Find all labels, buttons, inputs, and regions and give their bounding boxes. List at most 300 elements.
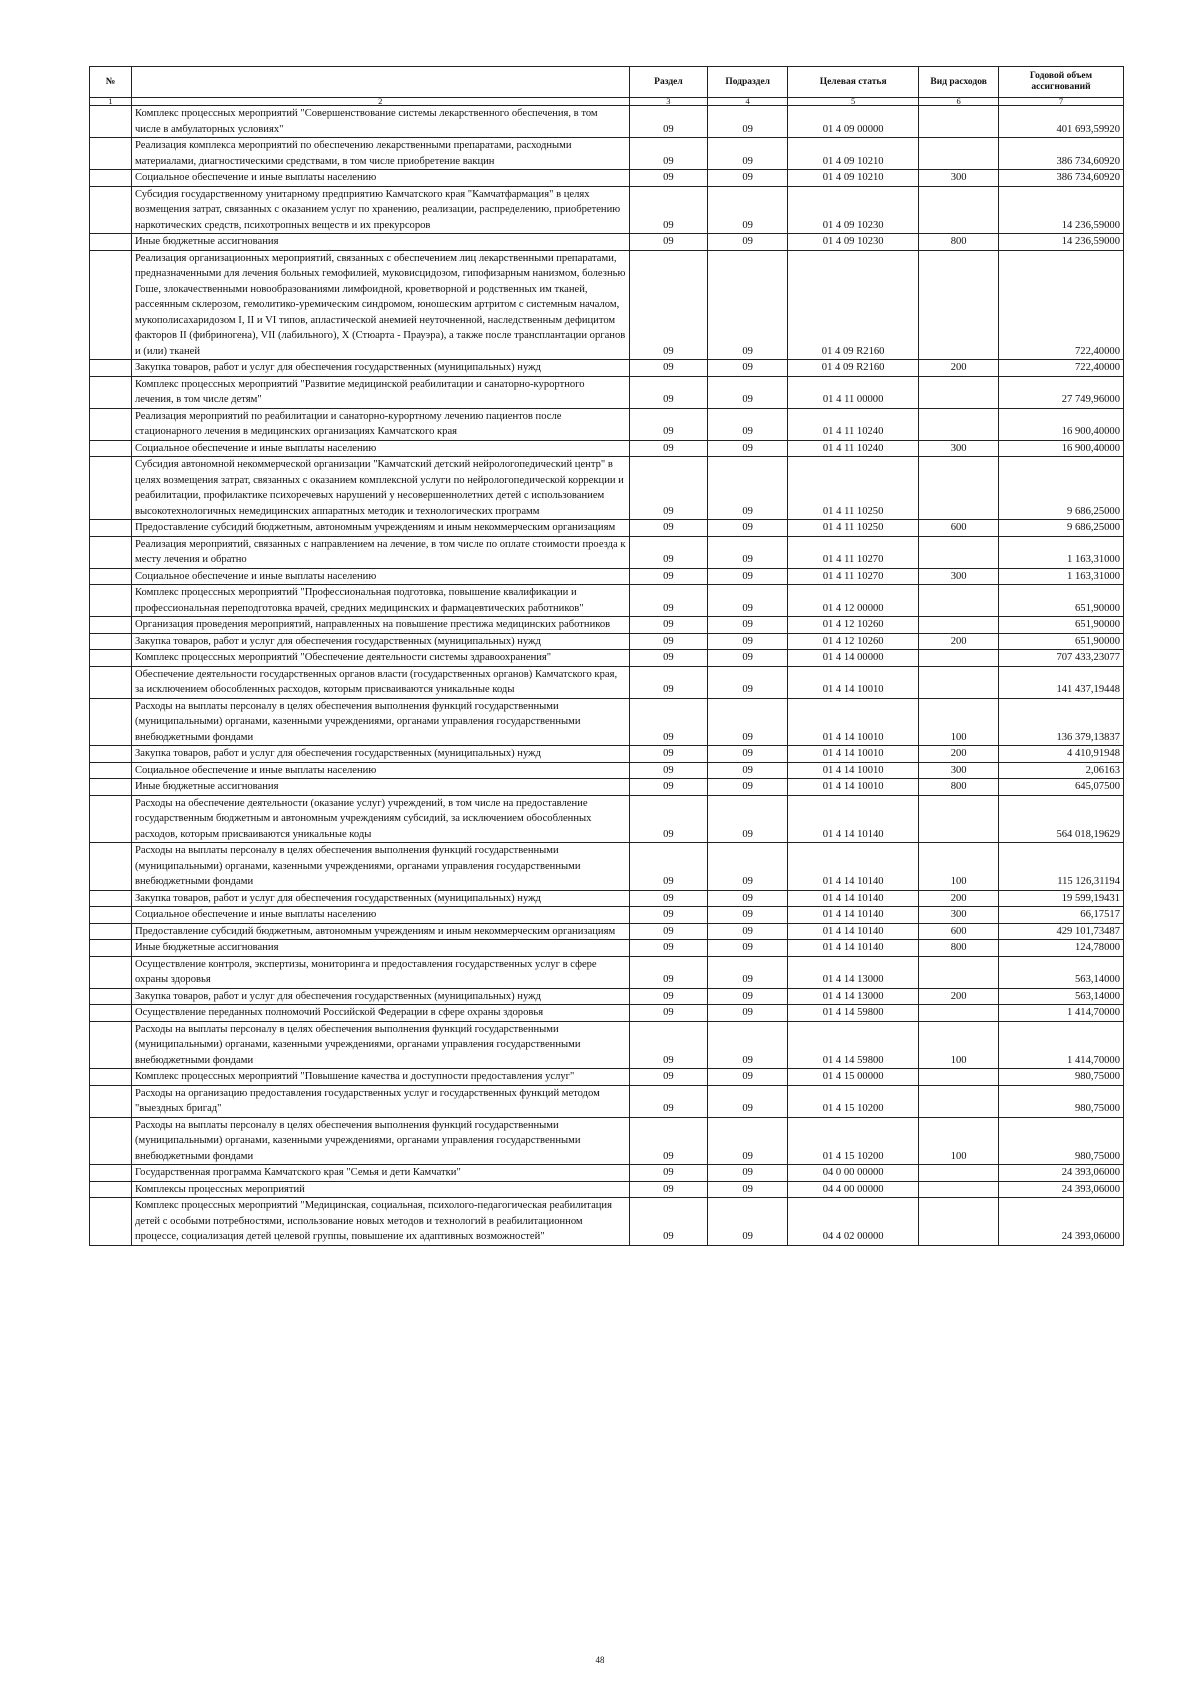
expense-type-cell: 100	[919, 1021, 999, 1069]
podrazdel-cell: 09	[708, 633, 788, 650]
annual-volume-cell: 1 414,70000	[999, 1005, 1124, 1022]
razdel-cell: 09	[629, 1005, 708, 1022]
table-row	[90, 843, 1124, 891]
header-podrazdel: Подраздел	[708, 67, 788, 98]
item-name: Реализация мероприятий по реабилитации и санаторно-курортному лечению пациентов после стационарного лечения в медицинских организациях Камчатского края	[131, 408, 629, 440]
annual-volume-cell: 564 018,19629	[999, 795, 1124, 843]
target-article-cell: 01 4 14 59800	[788, 1021, 919, 1069]
row-number-cell	[90, 746, 132, 763]
expense-type-cell: 200	[919, 890, 999, 907]
podrazdel-cell: 09	[708, 186, 788, 234]
item-name: Комплекс процессных мероприятий "Медицинская, социальная, психолого-педагогическая реабилитация детей с особыми потребностями, использование новых методов и технологий в реабилитационном процессе, социализация детей целевой группы, повышение их адаптивных возможностей"	[131, 1198, 629, 1246]
target-article-cell: 01 4 11 10250	[788, 520, 919, 537]
item-name: Иные бюджетные ассигнования	[131, 940, 629, 957]
item-name: Реализация комплекса мероприятий по обеспечению лекарственными препаратами, расходными материалами, диагностическими средствами, в том числе приобретение вакцин	[131, 138, 629, 170]
table-row	[90, 762, 1124, 779]
table-row	[90, 1069, 1124, 1086]
podrazdel-cell: 09	[708, 907, 788, 924]
podrazdel-cell: 09	[708, 988, 788, 1005]
razdel-cell: 09	[629, 170, 708, 187]
table-row	[90, 617, 1124, 634]
target-article-cell: 01 4 14 10010	[788, 698, 919, 746]
expense-type-cell: 300	[919, 907, 999, 924]
item-name: Организация проведения мероприятий, направленных на повышение престижа медицинских работников	[131, 617, 629, 634]
item-name: Расходы на организацию предоставления государственных услуг и государственных функций методом "выездных бригад"	[131, 1085, 629, 1117]
header-expense-type: Вид расходов	[919, 67, 999, 98]
target-article-cell: 04 4 00 00000	[788, 1181, 919, 1198]
podrazdel-cell: 09	[708, 940, 788, 957]
table-row	[90, 568, 1124, 585]
razdel-cell: 09	[629, 1085, 708, 1117]
target-article-cell: 04 4 02 00000	[788, 1198, 919, 1246]
item-name: Государственная программа Камчатского края "Семья и дети Камчатки"	[131, 1165, 629, 1182]
item-name: Расходы на выплаты персоналу в целях обеспечения выполнения функций государственными (муниципальными) органами, казенными учреждениями, органами управления государственными внебюджетными фондами	[131, 698, 629, 746]
razdel-cell: 09	[629, 536, 708, 568]
item-name: Расходы на выплаты персоналу в целях обеспечения выполнения функций государственными (муниципальными) органами, казенными учреждениями, органами управления государственными внебюджетными фондами	[131, 843, 629, 891]
column-number: 3	[629, 98, 708, 106]
item-name: Иные бюджетные ассигнования	[131, 234, 629, 251]
podrazdel-cell: 09	[708, 779, 788, 796]
target-article-cell: 01 4 14 10140	[788, 923, 919, 940]
item-name: Предоставление субсидий бюджетным, автономным учреждениям и иным некоммерческим организациям	[131, 520, 629, 537]
annual-volume-cell: 722,40000	[999, 360, 1124, 377]
target-article-cell: 01 4 12 10260	[788, 617, 919, 634]
budget-table	[89, 66, 1124, 1246]
expense-type-cell	[919, 106, 999, 138]
razdel-cell: 09	[629, 360, 708, 377]
razdel-cell: 09	[629, 698, 708, 746]
annual-volume-cell: 24 393,06000	[999, 1165, 1124, 1182]
annual-volume-cell: 645,07500	[999, 779, 1124, 796]
item-name: Расходы на выплаты персоналу в целях обеспечения выполнения функций государственными (муниципальными) органами, казенными учреждениями, органами управления государственными внебюджетными фондами	[131, 1021, 629, 1069]
podrazdel-cell: 09	[708, 585, 788, 617]
row-number-cell	[90, 440, 132, 457]
annual-volume-cell: 66,17517	[999, 907, 1124, 924]
podrazdel-cell: 09	[708, 890, 788, 907]
razdel-cell: 09	[629, 1117, 708, 1165]
header-annual-volume: Годовой объем ассигнований	[999, 67, 1124, 98]
expense-type-cell	[919, 186, 999, 234]
razdel-cell: 09	[629, 457, 708, 520]
row-number-cell	[90, 1005, 132, 1022]
table-row	[90, 1181, 1124, 1198]
item-name: Социальное обеспечение и иные выплаты населению	[131, 170, 629, 187]
razdel-cell: 09	[629, 956, 708, 988]
column-number: 5	[788, 98, 919, 106]
table-row	[90, 1165, 1124, 1182]
table-row	[90, 1085, 1124, 1117]
row-number-cell	[90, 617, 132, 634]
item-name: Обеспечение деятельности государственных органов власти (государственных органов) Камчатского края, за исключением обособленных расходов, которым присваиваются уникальные коды	[131, 666, 629, 698]
item-name: Социальное обеспечение и иные выплаты населению	[131, 762, 629, 779]
podrazdel-cell: 09	[708, 568, 788, 585]
column-number: 7	[999, 98, 1124, 106]
razdel-cell: 09	[629, 250, 708, 360]
razdel-cell: 09	[629, 186, 708, 234]
item-name: Комплекс процессных мероприятий "Совершенствование системы лекарственного обеспечения, в том числе в амбулаторных условиях"	[131, 106, 629, 138]
item-name: Закупка товаров, работ и услуг для обеспечения государственных (муниципальных) нужд	[131, 360, 629, 377]
expense-type-cell: 200	[919, 746, 999, 763]
row-number-cell	[90, 795, 132, 843]
expense-type-cell: 100	[919, 1117, 999, 1165]
target-article-cell: 04 0 00 00000	[788, 1165, 919, 1182]
item-name: Осуществление переданных полномочий Российской Федерации в сфере охраны здоровья	[131, 1005, 629, 1022]
target-article-cell: 01 4 14 10140	[788, 795, 919, 843]
razdel-cell: 09	[629, 234, 708, 251]
podrazdel-cell: 09	[708, 666, 788, 698]
razdel-cell: 09	[629, 1165, 708, 1182]
expense-type-cell	[919, 457, 999, 520]
item-name: Социальное обеспечение и иные выплаты населению	[131, 907, 629, 924]
item-name: Комплекс процессных мероприятий "Профессиональная подготовка, повышение квалификации и профессиональная переподготовка врачей, средних медицинских и фармацевтических работников"	[131, 585, 629, 617]
row-number-cell	[90, 1021, 132, 1069]
item-name: Субсидия автономной некоммерческой организации "Камчатский детский нейрологопедический центр" в целях возмещения затрат, связанных с оказанием комплексной услуги по нейрологопедической коррекции и реабилитации, профилактике психоречевых нарушений у несовершеннолетних детей с использованием высокотехнологичных немедицинских аппаратных методик и технологических программ	[131, 457, 629, 520]
table-row	[90, 1198, 1124, 1246]
expense-type-cell	[919, 376, 999, 408]
item-name: Расходы на выплаты персоналу в целях обеспечения выполнения функций государственными (муниципальными) органами, казенными учреждениями, органами управления государственными внебюджетными фондами	[131, 1117, 629, 1165]
annual-volume-cell: 563,14000	[999, 956, 1124, 988]
annual-volume-cell: 722,40000	[999, 250, 1124, 360]
target-article-cell: 01 4 14 00000	[788, 650, 919, 667]
row-number-cell	[90, 250, 132, 360]
expense-type-cell: 800	[919, 779, 999, 796]
razdel-cell: 09	[629, 408, 708, 440]
row-number-cell	[90, 1181, 132, 1198]
podrazdel-cell: 09	[708, 795, 788, 843]
item-name: Комплекс процессных мероприятий "Развитие медицинской реабилитации и санаторно-курортного лечения, в том числе детям"	[131, 376, 629, 408]
podrazdel-cell: 09	[708, 1085, 788, 1117]
expense-type-cell: 300	[919, 762, 999, 779]
razdel-cell: 09	[629, 1021, 708, 1069]
expense-type-cell: 600	[919, 520, 999, 537]
row-number-cell	[90, 106, 132, 138]
row-number-cell	[90, 890, 132, 907]
podrazdel-cell: 09	[708, 1165, 788, 1182]
row-number-cell	[90, 408, 132, 440]
target-article-cell: 01 4 09 R2160	[788, 360, 919, 377]
podrazdel-cell: 09	[708, 1069, 788, 1086]
table-row	[90, 666, 1124, 698]
podrazdel-cell: 09	[708, 956, 788, 988]
table-row	[90, 890, 1124, 907]
item-name: Комплекс процессных мероприятий "Обеспечение деятельности системы здравоохранения"	[131, 650, 629, 667]
target-article-cell: 01 4 11 10270	[788, 536, 919, 568]
annual-volume-cell: 19 599,19431	[999, 890, 1124, 907]
header-target-article: Целевая статья	[788, 67, 919, 98]
row-number-cell	[90, 650, 132, 667]
table-row	[90, 746, 1124, 763]
razdel-cell: 09	[629, 988, 708, 1005]
target-article-cell: 01 4 14 10010	[788, 762, 919, 779]
row-number-cell	[90, 940, 132, 957]
table-row	[90, 457, 1124, 520]
annual-volume-cell: 141 437,19448	[999, 666, 1124, 698]
annual-volume-cell: 16 900,40000	[999, 408, 1124, 440]
row-number-cell	[90, 536, 132, 568]
podrazdel-cell: 09	[708, 1181, 788, 1198]
razdel-cell: 09	[629, 795, 708, 843]
target-article-cell: 01 4 15 10200	[788, 1085, 919, 1117]
table-body	[90, 106, 1124, 1246]
column-number: 6	[919, 98, 999, 106]
item-name: Субсидия государственному унитарному предприятию Камчатского края "Камчатфармация" в целях возмещения затрат, связанных с оказанием услуг по хранению, реализации, распределению, приобретению наркотических средств, психотропных веществ и их прекурсоров	[131, 186, 629, 234]
razdel-cell: 09	[629, 923, 708, 940]
target-article-cell: 01 4 14 13000	[788, 956, 919, 988]
podrazdel-cell: 09	[708, 923, 788, 940]
podrazdel-cell: 09	[708, 1021, 788, 1069]
row-number-cell	[90, 457, 132, 520]
annual-volume-cell: 124,78000	[999, 940, 1124, 957]
table-row	[90, 170, 1124, 187]
podrazdel-cell: 09	[708, 1117, 788, 1165]
razdel-cell: 09	[629, 762, 708, 779]
podrazdel-cell: 09	[708, 250, 788, 360]
razdel-cell: 09	[629, 940, 708, 957]
header-name	[131, 67, 629, 98]
expense-type-cell: 100	[919, 698, 999, 746]
item-name: Социальное обеспечение и иные выплаты населению	[131, 568, 629, 585]
annual-volume-cell: 429 101,73487	[999, 923, 1124, 940]
target-article-cell: 01 4 09 00000	[788, 106, 919, 138]
table-row	[90, 250, 1124, 360]
razdel-cell: 09	[629, 746, 708, 763]
row-number-cell	[90, 843, 132, 891]
expense-type-cell: 800	[919, 234, 999, 251]
annual-volume-cell: 24 393,06000	[999, 1181, 1124, 1198]
annual-volume-cell: 14 236,59000	[999, 234, 1124, 251]
table-row	[90, 907, 1124, 924]
podrazdel-cell: 09	[708, 843, 788, 891]
table-row	[90, 360, 1124, 377]
column-number: 1	[90, 98, 132, 106]
annual-volume-cell: 651,90000	[999, 585, 1124, 617]
target-article-cell: 01 4 11 00000	[788, 376, 919, 408]
podrazdel-cell: 09	[708, 698, 788, 746]
podrazdel-cell: 09	[708, 138, 788, 170]
annual-volume-cell: 24 393,06000	[999, 1198, 1124, 1246]
table-row	[90, 650, 1124, 667]
annual-volume-cell: 9 686,25000	[999, 457, 1124, 520]
annual-volume-cell: 980,75000	[999, 1085, 1124, 1117]
item-name: Закупка товаров, работ и услуг для обеспечения государственных (муниципальных) нужд	[131, 988, 629, 1005]
table-row	[90, 376, 1124, 408]
razdel-cell: 09	[629, 650, 708, 667]
podrazdel-cell: 09	[708, 234, 788, 251]
annual-volume-cell: 115 126,31194	[999, 843, 1124, 891]
row-number-cell	[90, 234, 132, 251]
table-row	[90, 779, 1124, 796]
target-article-cell: 01 4 11 10240	[788, 440, 919, 457]
annual-volume-cell: 4 410,91948	[999, 746, 1124, 763]
table-row	[90, 698, 1124, 746]
row-number-cell	[90, 988, 132, 1005]
target-article-cell: 01 4 14 10010	[788, 779, 919, 796]
table-row	[90, 1005, 1124, 1022]
annual-volume-cell: 2,06163	[999, 762, 1124, 779]
razdel-cell: 09	[629, 106, 708, 138]
row-number-cell	[90, 170, 132, 187]
target-article-cell: 01 4 15 10200	[788, 1117, 919, 1165]
expense-type-cell: 200	[919, 988, 999, 1005]
podrazdel-cell: 09	[708, 440, 788, 457]
target-article-cell: 01 4 14 10140	[788, 907, 919, 924]
table-row	[90, 795, 1124, 843]
table-row	[90, 440, 1124, 457]
razdel-cell: 09	[629, 440, 708, 457]
row-number-cell	[90, 360, 132, 377]
expense-type-cell	[919, 138, 999, 170]
podrazdel-cell: 09	[708, 520, 788, 537]
target-article-cell: 01 4 12 10260	[788, 633, 919, 650]
razdel-cell: 09	[629, 907, 708, 924]
expense-type-cell	[919, 250, 999, 360]
item-name: Комплекс процессных мероприятий "Повышение качества и доступности предоставления услуг"	[131, 1069, 629, 1086]
expense-type-cell	[919, 408, 999, 440]
podrazdel-cell: 09	[708, 360, 788, 377]
table-row	[90, 408, 1124, 440]
razdel-cell: 09	[629, 666, 708, 698]
table-row	[90, 956, 1124, 988]
razdel-cell: 09	[629, 568, 708, 585]
razdel-cell: 09	[629, 617, 708, 634]
annual-volume-cell: 14 236,59000	[999, 186, 1124, 234]
razdel-cell: 09	[629, 843, 708, 891]
item-name: Расходы на обеспечение деятельности (оказание услуг) учреждений, в том числе на предоставление государственным бюджетным и автономным учреждениям субсидий, за исключением обособленных расходов, которым присваиваются уникальные коды	[131, 795, 629, 843]
page-number: 48	[595, 1655, 605, 1665]
expense-type-cell	[919, 1198, 999, 1246]
item-name: Социальное обеспечение и иные выплаты населению	[131, 440, 629, 457]
table-row	[90, 106, 1124, 138]
row-number-cell	[90, 186, 132, 234]
expense-type-cell: 300	[919, 170, 999, 187]
annual-volume-cell: 386 734,60920	[999, 138, 1124, 170]
row-number-cell	[90, 1165, 132, 1182]
annual-volume-cell: 401 693,59920	[999, 106, 1124, 138]
target-article-cell: 01 4 11 10240	[788, 408, 919, 440]
annual-volume-cell: 1 163,31000	[999, 536, 1124, 568]
target-article-cell: 01 4 15 00000	[788, 1069, 919, 1086]
target-article-cell: 01 4 14 10010	[788, 746, 919, 763]
annual-volume-cell: 980,75000	[999, 1117, 1124, 1165]
row-number-cell	[90, 1085, 132, 1117]
table-row	[90, 585, 1124, 617]
header-razdel: Раздел	[629, 67, 708, 98]
item-name: Закупка товаров, работ и услуг для обеспечения государственных (муниципальных) нужд	[131, 633, 629, 650]
column-number: 2	[131, 98, 629, 106]
podrazdel-cell: 09	[708, 650, 788, 667]
expense-type-cell	[919, 956, 999, 988]
expense-type-cell	[919, 795, 999, 843]
target-article-cell: 01 4 09 R2160	[788, 250, 919, 360]
table-row	[90, 1117, 1124, 1165]
annual-volume-cell: 563,14000	[999, 988, 1124, 1005]
annual-volume-cell: 27 749,96000	[999, 376, 1124, 408]
item-name: Реализация мероприятий, связанных с направлением на лечение, в том числе по оплате стоимости проезда к месту лечения и обратно	[131, 536, 629, 568]
podrazdel-cell: 09	[708, 746, 788, 763]
row-number-cell	[90, 907, 132, 924]
expense-type-cell	[919, 666, 999, 698]
expense-type-cell	[919, 585, 999, 617]
expense-type-cell	[919, 1085, 999, 1117]
podrazdel-cell: 09	[708, 106, 788, 138]
expense-type-cell: 600	[919, 923, 999, 940]
target-article-cell: 01 4 14 10010	[788, 666, 919, 698]
expense-type-cell	[919, 536, 999, 568]
razdel-cell: 09	[629, 138, 708, 170]
target-article-cell: 01 4 14 13000	[788, 988, 919, 1005]
expense-type-cell: 100	[919, 843, 999, 891]
expense-type-cell: 800	[919, 940, 999, 957]
header-row	[90, 67, 1124, 98]
target-article-cell: 01 4 09 10230	[788, 186, 919, 234]
row-number-cell	[90, 779, 132, 796]
podrazdel-cell: 09	[708, 617, 788, 634]
annual-volume-cell: 651,90000	[999, 617, 1124, 634]
expense-type-cell: 200	[919, 360, 999, 377]
item-name: Предоставление субсидий бюджетным, автономным учреждениям и иным некоммерческим организациям	[131, 923, 629, 940]
expense-type-cell	[919, 650, 999, 667]
target-article-cell: 01 4 09 10210	[788, 138, 919, 170]
column-numbers-row	[90, 98, 1124, 106]
row-number-cell	[90, 1198, 132, 1246]
annual-volume-cell: 980,75000	[999, 1069, 1124, 1086]
row-number-cell	[90, 633, 132, 650]
table-row	[90, 1021, 1124, 1069]
annual-volume-cell: 16 900,40000	[999, 440, 1124, 457]
target-article-cell: 01 4 14 59800	[788, 1005, 919, 1022]
annual-volume-cell: 707 433,23077	[999, 650, 1124, 667]
table-row	[90, 940, 1124, 957]
annual-volume-cell: 651,90000	[999, 633, 1124, 650]
podrazdel-cell: 09	[708, 1005, 788, 1022]
expense-type-cell	[919, 617, 999, 634]
razdel-cell: 09	[629, 890, 708, 907]
target-article-cell: 01 4 14 10140	[788, 890, 919, 907]
row-number-cell	[90, 956, 132, 988]
annual-volume-cell: 1 163,31000	[999, 568, 1124, 585]
razdel-cell: 09	[629, 633, 708, 650]
razdel-cell: 09	[629, 1181, 708, 1198]
annual-volume-cell: 9 686,25000	[999, 520, 1124, 537]
row-number-cell	[90, 585, 132, 617]
row-number-cell	[90, 698, 132, 746]
target-article-cell: 01 4 09 10210	[788, 170, 919, 187]
annual-volume-cell: 136 379,13837	[999, 698, 1124, 746]
row-number-cell	[90, 923, 132, 940]
item-name: Осуществление контроля, экспертизы, мониторинга и предоставления государственных услуг в сфере охраны здоровья	[131, 956, 629, 988]
podrazdel-cell: 09	[708, 1198, 788, 1246]
expense-type-cell	[919, 1181, 999, 1198]
target-article-cell: 01 4 12 00000	[788, 585, 919, 617]
item-name: Иные бюджетные ассигнования	[131, 779, 629, 796]
razdel-cell: 09	[629, 376, 708, 408]
expense-type-cell: 300	[919, 568, 999, 585]
row-number-cell	[90, 138, 132, 170]
table-row	[90, 186, 1124, 234]
expense-type-cell: 200	[919, 633, 999, 650]
podrazdel-cell: 09	[708, 408, 788, 440]
podrazdel-cell: 09	[708, 762, 788, 779]
annual-volume-cell: 1 414,70000	[999, 1021, 1124, 1069]
row-number-cell	[90, 1117, 132, 1165]
item-name: Реализация организационных мероприятий, связанных с обеспечением лиц лекарственными препаратами, предназначенными для лечения больных гемофилией, муковисцидозом, гипофизарным нанизмом, болезнью Гоше, злокачественными новообразованиями лимфоидной, кроветворной и родственных им тканей, рассеянным склерозом, гемолитико-уремическим синдромом, юношеским артритом с системным началом, мукополисахаридозом I, II и VI типов, апластической анемией неуточненной, наследственным дефицитом факторов II (фибриногена), VII (лабильного), X (Стюарта - Прауэра), а также после трансплантации органов и (или) тканей	[131, 250, 629, 360]
target-article-cell: 01 4 11 10270	[788, 568, 919, 585]
podrazdel-cell: 09	[708, 457, 788, 520]
row-number-cell	[90, 568, 132, 585]
annual-volume-cell: 386 734,60920	[999, 170, 1124, 187]
table-row	[90, 988, 1124, 1005]
item-name: Закупка товаров, работ и услуг для обеспечения государственных (муниципальных) нужд	[131, 746, 629, 763]
